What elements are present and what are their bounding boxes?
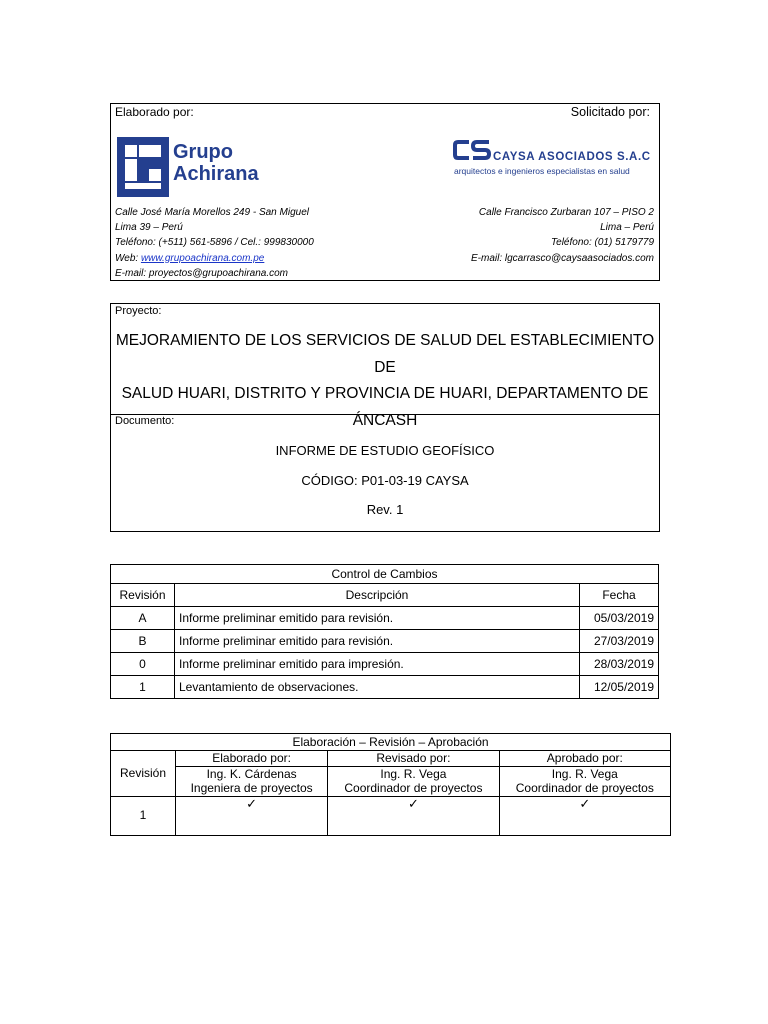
signer-role: Coordinador de proyectos xyxy=(344,781,483,795)
row-date: 28/03/2019 xyxy=(580,653,659,676)
elaborado-signer xyxy=(176,766,328,796)
revisado-header: Revisado por: xyxy=(328,751,499,767)
logo-text-grupo: Grupo xyxy=(173,141,233,163)
signer-role: Ingeniera de proyectos xyxy=(190,781,313,795)
left-address-phone: Teléfono: (+511) 561-5896 / Cel.: 999830000 xyxy=(115,237,314,249)
right-address xyxy=(471,205,654,266)
caysa-logo xyxy=(453,139,653,179)
signer-name: Ing. K. Cárdenas xyxy=(206,766,297,781)
approval-sign-row xyxy=(111,796,671,835)
left-address xyxy=(115,205,314,281)
grupo-achirana-logo-icon xyxy=(117,137,169,197)
project-label: Proyecto: xyxy=(115,305,162,317)
table-row xyxy=(111,653,659,676)
changes-title: Control de Cambios xyxy=(111,565,659,584)
approval-rev-header: Revisión xyxy=(111,751,176,797)
changes-table xyxy=(110,564,659,699)
grupo-achirana-logo xyxy=(117,137,269,199)
project-box xyxy=(110,303,660,532)
aprobado-check-cell xyxy=(499,796,670,835)
web-label: Web: xyxy=(115,252,141,264)
approval-title: Elaboración – Revisión – Aprobación xyxy=(111,734,671,751)
project-title xyxy=(111,328,659,434)
check-icon: ✓ xyxy=(407,795,419,811)
row-desc: Levantamiento de observaciones. xyxy=(175,676,580,699)
signer-name: Ing. R. Vega xyxy=(380,766,447,781)
logo-text-achirana: Achirana xyxy=(173,163,259,185)
revisado-signer xyxy=(328,766,499,796)
aprobado-signer xyxy=(499,766,670,796)
approval-names-row xyxy=(111,766,671,796)
document-rev: Rev. 1 xyxy=(366,502,404,517)
changes-title-row xyxy=(111,565,659,584)
row-rev: A xyxy=(111,607,175,630)
approval-row-rev: 1 xyxy=(111,796,176,835)
check-icon: ✓ xyxy=(579,795,591,811)
caysa-name: CAYSA ASOCIADOS S.A.C xyxy=(493,151,651,163)
left-address-web xyxy=(115,251,314,266)
approval-title-row xyxy=(111,734,671,751)
elaborado-header: Elaborado por: xyxy=(176,751,328,767)
header-box xyxy=(110,103,660,281)
signer-role: Coordinador de proyectos xyxy=(515,781,654,795)
row-desc: Informe preliminar emitido para impresión. xyxy=(175,653,580,676)
row-rev: 1 xyxy=(111,676,175,699)
approval-table xyxy=(110,733,671,836)
right-address-line2: Lima – Perú xyxy=(600,222,654,234)
elaborado-label: Elaborado por: xyxy=(115,105,194,119)
row-desc: Informe preliminar emitido para revisión. xyxy=(175,607,580,630)
elaborado-check-cell xyxy=(176,796,328,835)
right-address-phone: Teléfono: (01) 5179779 xyxy=(550,237,654,249)
solicitado-label: Solicitado por: xyxy=(570,105,650,119)
changes-header-row xyxy=(111,584,659,607)
project-title-line1: MEJORAMIENTO DE LOS SERVICIOS DE SALUD DEL ESTABLECIMIENTO DE xyxy=(115,332,655,376)
row-rev: B xyxy=(111,630,175,653)
caysa-logo-icon xyxy=(453,139,491,163)
approval-header-row xyxy=(111,751,671,767)
row-desc: Informe preliminar emitido para revisión. xyxy=(175,630,580,653)
right-address-email: E-mail: lgcarrasco@caysaasociados.com xyxy=(471,252,654,264)
document-label: Documento: xyxy=(115,415,175,427)
project-title-line3: ÁNCASH xyxy=(352,411,418,429)
header-fecha: Fecha xyxy=(580,584,659,607)
row-rev: 0 xyxy=(111,653,175,676)
web-link[interactable]: www.grupoachirana.com.pe xyxy=(140,252,265,264)
table-row xyxy=(111,676,659,699)
right-address-line1: Calle Francisco Zurbaran 107 – PISO 2 xyxy=(478,207,654,218)
caysa-tagline: arquitectos e ingenieros especialistas en salud xyxy=(454,166,630,176)
document-code: CÓDIGO: P01-03-19 CAYSA xyxy=(301,473,469,488)
check-icon: ✓ xyxy=(246,795,258,811)
table-row xyxy=(111,630,659,653)
row-date: 12/05/2019 xyxy=(580,676,659,699)
project-title-line2: SALUD HUARI, DISTRITO Y PROVINCIA DE HUARI, DEPARTAMENTO DE xyxy=(121,385,649,402)
left-address-line2: Lima 39 – Perú xyxy=(115,222,183,234)
aprobado-header: Aprobado por: xyxy=(499,751,670,767)
header-descripcion: Descripción xyxy=(175,584,580,607)
row-date: 27/03/2019 xyxy=(580,630,659,653)
revisado-check-cell xyxy=(328,796,499,835)
left-address-email: E-mail: proyectos@grupoachirana.com xyxy=(115,267,289,279)
document-title: INFORME DE ESTUDIO GEOFÍSICO xyxy=(275,443,495,458)
left-address-line1: Calle José María Morellos 249 - San Miguel xyxy=(115,207,309,218)
header-revision: Revisión xyxy=(111,584,175,607)
table-row xyxy=(111,607,659,630)
signer-name: Ing. R. Vega xyxy=(551,766,618,781)
row-date: 05/03/2019 xyxy=(580,607,659,630)
